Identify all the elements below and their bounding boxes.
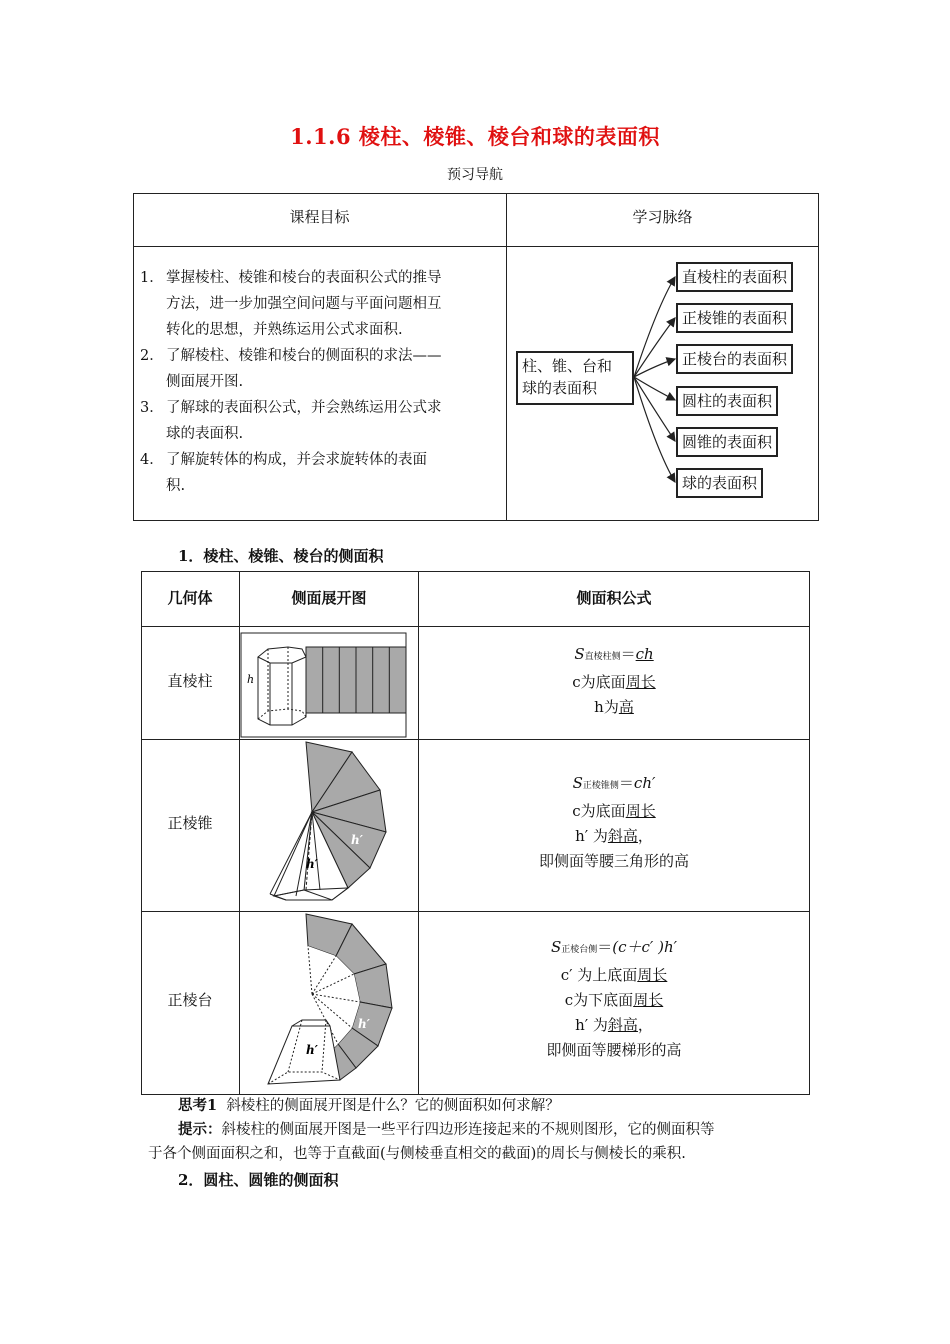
objective-line: 了解棱柱、棱锥和棱台的侧面积的求法—— (166, 348, 442, 364)
formula-frustum (419, 935, 809, 1063)
mindmap-branch: 圆柱的表面积 (676, 386, 778, 416)
objective-line: 球的表面积. (166, 426, 244, 442)
prism-h-label: h (247, 673, 255, 686)
frustum-h-label: h′ (306, 1043, 318, 1057)
section2-heading: 2．圆柱、圆锥的侧面积 (178, 1171, 339, 1189)
objective-line: 了解球的表面积公式，并会熟练运用公式求 (166, 400, 442, 416)
pyramid-net-figure (240, 740, 418, 911)
formula-line: c为底面周长 (572, 802, 656, 820)
mindmap-root: 柱、锥、台和 球的表面积 (516, 351, 634, 405)
think-question: 思考1 斜棱柱的侧面展开图是什么？它的侧面积如何求解？ (178, 1097, 560, 1114)
formula-prism (419, 642, 809, 720)
objective-line: 积. (166, 478, 186, 494)
pyramid-h-label: h′ (306, 857, 318, 871)
page-subtitle: 预习导航 (447, 167, 503, 183)
mindmap-branch: 球的表面积 (676, 468, 763, 498)
objective-line: 转化的思想，并熟练运用公式求面积. (166, 322, 403, 338)
col-header-solid: 几何体 (167, 589, 213, 607)
prism-net-figure (240, 627, 418, 739)
formula-line: c为底面周长 (572, 673, 656, 691)
objective-line: 侧面展开图. (166, 374, 244, 390)
mindmap-branch: 正棱台的表面积 (676, 344, 793, 374)
page-title: 1.1.6 棱柱、棱锥、棱台和球的表面积 (290, 124, 660, 149)
row-name-pyramid: 正棱锥 (167, 814, 213, 832)
header-objectives: 课程目标 (289, 208, 350, 226)
formula-line: 即侧面等腰梯形的高 (546, 1041, 682, 1059)
frustum-net-figure (240, 912, 418, 1092)
objective-line: 方法，进一步加强空间问题与平面问题相互 (166, 296, 442, 312)
row-name-prism: 直棱柱 (167, 672, 213, 690)
col-header-formula: 侧面积公式 (576, 589, 652, 607)
formula-pyramid (419, 771, 809, 874)
pyramid-slant-label: h′ (351, 833, 363, 847)
header-learning-map: 学习脉络 (632, 208, 693, 226)
formula-line: h′ 为斜高， (575, 1016, 653, 1034)
formula-main: S直棱柱侧＝ch (574, 645, 654, 663)
mindmap-branch: 正棱锥的表面积 (676, 303, 793, 333)
frustum-slant-label: h′ (358, 1017, 370, 1031)
col-header-net: 侧面展开图 (291, 589, 367, 607)
formula-line: 即侧面等腰三角形的高 (538, 852, 689, 870)
formula-line: h′ 为斜高， (575, 827, 653, 845)
formula-main: S正棱台侧＝(c＋c′ )h′ (550, 938, 678, 956)
objective-line: 了解旋转体的构成，并会求旋转体的表面 (166, 452, 427, 468)
formula-line: c′ 为上底面周长 (560, 966, 668, 984)
formula-main: S正棱锥侧＝ch′ (572, 774, 656, 792)
think-hint: 提示：斜棱柱的侧面展开图是一些平行四边形连接起来的不规则图形，它的侧面积等 于各个侧面面积之和，也等于直截面(与侧棱垂直相交的截面)的周长与侧棱长的乘积. (148, 1121, 715, 1162)
objective-line: 掌握棱柱、棱锥和棱台的表面积公式的推导 (166, 270, 442, 286)
section1-heading: 1．棱柱、棱锥、棱台的侧面积 (178, 547, 384, 565)
objectives-list: 1． 掌握棱柱、棱锥和棱台的表面积公式的推导 方法，进一步加强空间问题与平面问题相互 转化的思想，并熟练运用公式求面积. 2． 了解棱柱、棱锥和棱台的侧面积的求法—— 侧面展开图. 3． 了解球的表面积公式，并会熟练运用公式求 球的表面积. 4． 了解旋转体的构成，并会求旋转体的表面 积. (140, 266, 502, 516)
formula-line: h为高 (594, 698, 634, 716)
formula-line: c为下底面周长 (564, 991, 664, 1009)
mindmap-branch: 圆锥的表面积 (676, 427, 778, 457)
row-name-frustum: 正棱台 (167, 991, 213, 1009)
mindmap-branch: 直棱柱的表面积 (676, 262, 793, 292)
